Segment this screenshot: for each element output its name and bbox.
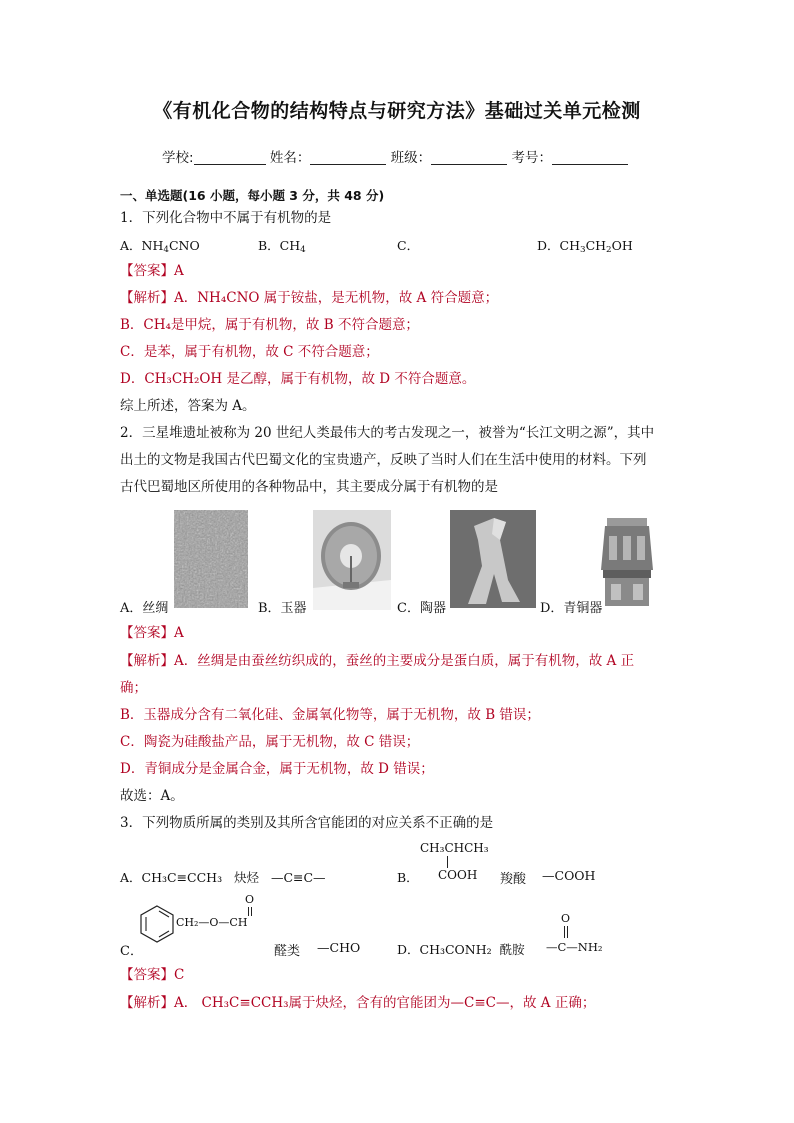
section-heading: 一、单选题(16 小题，每小题 3 分，共 48 分): [120, 188, 385, 203]
q1-option-d-rest: OH: [611, 238, 633, 253]
q1-option-b[interactable]: [258, 236, 306, 254]
q3-option-b-group: —COOH: [542, 868, 596, 883]
q2-option-d[interactable]: D．青铜器: [540, 601, 603, 616]
q1-option-c[interactable]: C．: [397, 238, 420, 253]
q3-option-a-formula: A．CH₃C≡CCH₃: [120, 870, 223, 885]
q2-stem-line: 2．三星堆遗址被称为 20 世纪人类最伟大的考古发现之一，被誉为“长江文明之源”，其中: [120, 425, 655, 441]
exam-no-field[interactable]: [552, 150, 628, 165]
q3-option-c-double-bond: [251, 907, 252, 916]
q1-explanation-line: C．是苯，属于有机物，故 C 不符合题意；: [120, 344, 379, 360]
q3-option-d-double-bond: [564, 926, 565, 938]
name-label: 姓名：: [269, 150, 311, 166]
q1-option-a-text: A．NH: [120, 238, 164, 253]
q3-option-a-class: 炔烃: [234, 870, 260, 885]
q1-option-d-text: D．CH: [537, 238, 580, 253]
q2-option-c[interactable]: C．陶器: [397, 601, 446, 616]
q3-option-a[interactable]: [120, 868, 326, 886]
q1-option-d-sub2: 2: [606, 245, 612, 255]
q1-option-b-text: B．CH: [258, 238, 301, 253]
q3-stem: 3．下列物质所属的类别及其所含官能团的对应关系不正确的是: [120, 815, 494, 831]
q3-option-b-bottom: COOH: [438, 868, 478, 882]
q3-answer: 【答案】C: [120, 967, 185, 983]
q3-explanation-line: 【解析】A． CH₃C≡CCH₃属于炔烃，含有的官能团为—C≡C—，故 A 正确；: [120, 995, 596, 1011]
q1-stem: 1．下列化合物中不属于有机物的是: [120, 210, 332, 226]
q3-option-d[interactable]: [397, 940, 525, 958]
q3-option-d-formula: D．CH₃CONH₂: [397, 942, 492, 957]
q1-option-a-rest: CNO: [168, 238, 200, 253]
silk-image: [174, 510, 248, 608]
q1-option-d-sub1: 3: [580, 245, 586, 255]
q2-option-a[interactable]: A．丝绸: [120, 601, 169, 616]
q1-option-b-sub: 4: [300, 245, 306, 255]
q3-option-d-oxygen: O: [561, 912, 571, 925]
q1-summary: 综上所述，答案为 A。: [120, 398, 256, 414]
q2-explanation-line: C．陶瓷为硅酸盐产品，属于无机物，故 C 错误；: [120, 734, 420, 750]
jade-image: [313, 510, 391, 610]
q3-option-c-chain: CH₂—O—CH: [176, 916, 248, 929]
bronze-image: [597, 510, 657, 610]
q3-option-a-group: —C≡C—: [270, 870, 326, 885]
q1-explanation-line: 【解析】A．NH₄CNO 属于铵盐，是无机物，故 A 符合题意；: [120, 290, 499, 306]
student-info-row: [162, 146, 628, 166]
q1-option-d[interactable]: [537, 236, 633, 254]
name-field[interactable]: [310, 150, 386, 165]
school-field[interactable]: [194, 150, 266, 165]
class-label: 班级：: [390, 150, 432, 166]
q1-explanation-line: B．CH₄是甲烷，属于有机物，故 B 不符合题意；: [120, 317, 419, 333]
q2-explanation-line: B．玉器成分含有二氧化硅、金属氧化物等，属于无机物，故 B 错误；: [120, 707, 540, 723]
q1-option-d-mid: CH: [585, 238, 607, 253]
exam-no-label: 考号：: [511, 150, 552, 166]
q2-explanation-line: 确；: [120, 680, 147, 696]
q1-answer: 【答案】A: [120, 263, 184, 279]
q2-stem-line: 古代巴蜀地区所使用的各种物品中，其主要成分属于有机物的是: [120, 479, 498, 495]
q2-option-b[interactable]: B．玉器: [258, 601, 307, 616]
q1-option-a-sub: 4: [163, 245, 169, 255]
q3-option-c-class: 醛类: [274, 944, 301, 959]
benzene-ring-icon: [137, 902, 177, 946]
q3-option-c-double-bond: [248, 907, 249, 916]
q3-option-c-oxygen: O: [245, 893, 255, 906]
q1-option-a[interactable]: [120, 236, 200, 254]
q3-option-d-class: 酰胺: [499, 942, 525, 957]
q3-option-d-double-bond: [567, 926, 568, 938]
q2-explanation-line: 【解析】A．丝绸是由蚕丝纺织成的，蚕丝的主要成分是蛋白质，属于有机物，故 A 正: [120, 653, 635, 669]
q2-explanation-line: D．青铜成分是金属合金，属于无机物，故 D 错误；: [120, 761, 434, 777]
q2-answer: 【答案】A: [120, 625, 184, 641]
q2-stem-line: 出土的文物是我国古代巴蜀文化的宝贵遗产，反映了当时人们在生活中使用的材料。下列: [120, 452, 647, 468]
class-field[interactable]: [431, 150, 507, 165]
q1-explanation-line: D．CH₃CH₂OH 是乙醇，属于有机物，故 D 不符合题意。: [120, 371, 476, 387]
q3-option-b-bond: [447, 856, 448, 868]
school-label: 学校:: [162, 150, 194, 166]
q3-option-b-label[interactable]: B．: [397, 870, 419, 885]
q3-option-c-group: —CHO: [317, 940, 361, 955]
q2-summary: 故选：A。: [120, 788, 184, 804]
q3-option-d-structure: —C—NH₂: [546, 940, 603, 954]
pottery-image: [450, 510, 536, 608]
q3-option-b-class: 羧酸: [500, 872, 527, 887]
q3-option-c-label[interactable]: C．: [120, 944, 143, 959]
page-title: 《有机化合物的结构特点与研究方法》基础过关单元检测: [153, 100, 641, 122]
q3-option-b-top: CH₃CHCH₃: [420, 841, 489, 855]
